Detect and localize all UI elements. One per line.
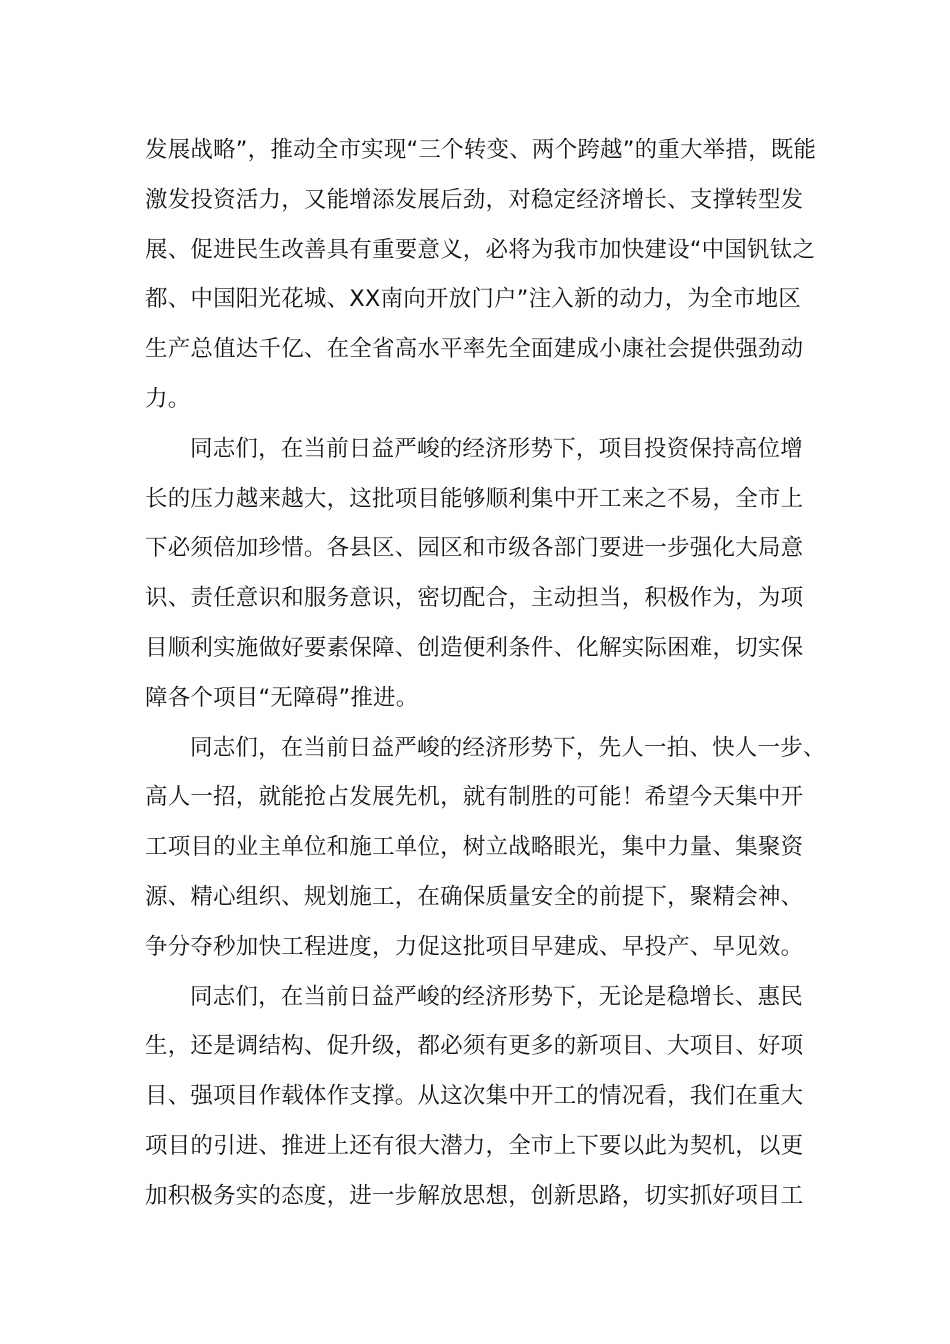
paragraph-3 [145, 724, 825, 973]
text-line: 长的压力越来越大，这批项目能够顺利集中开工来之不易，全市上 [145, 485, 804, 512]
text-line: 展、促进民生改善具有重要意义，必将为我市加快建设“中国钒钛之 [145, 236, 816, 263]
text-line: 生产总值达千亿、在全省高水平率先全面建成小康社会提供强劲动 [145, 336, 804, 363]
text-line: 激发投资活力，又能增添发展后劲，对稳定经济增长、支撑转型发 [145, 186, 804, 213]
text-line: 都、中国阳光花城、XX南向开放门户”注入新的动力，为全市地区 [145, 286, 801, 313]
document-body [145, 126, 825, 1222]
paragraph-2 [145, 425, 825, 724]
text-line: 源、精心组织、规划施工，在确保质量安全的前提下，聚精会神、 [145, 883, 804, 910]
text-line: 目顺利实施做好要素保障、创造便利条件、化解实际困难，切实保 [145, 634, 804, 661]
text-line: 争分夺秒加快工程进度，力促这批项目早建成、早投产、早见效。 [145, 933, 804, 960]
text-line: 工项目的业主单位和施工单位，树立战略眼光，集中力量、集聚资 [145, 834, 804, 861]
paragraph-1 [145, 126, 825, 425]
text-line: 下必须倍加珍惜。各县区、园区和市级各部门要进一步强化大局意 [145, 535, 804, 562]
text-line: 项目的引进、推进上还有很大潜力，全市上下要以此为契机，以更 [145, 1132, 804, 1159]
paragraph-4 [145, 973, 825, 1222]
text-line: 目、强项目作载体作支撑。从这次集中开工的情况看，我们在重大 [145, 1083, 804, 1110]
text-line: 障各个项目“无障碍”推进。 [145, 684, 419, 711]
text-line: 力。 [145, 385, 191, 412]
text-line: 加积极务实的态度，进一步解放思想，创新思路，切实抓好项目工 [145, 1182, 804, 1209]
text-line: 同志们，在当前日益严峻的经济形势下，无论是稳增长、惠民 [190, 983, 803, 1010]
text-line: 同志们，在当前日益严峻的经济形势下，先人一拍、快人一步、 [190, 734, 826, 761]
text-line: 同志们，在当前日益严峻的经济形势下，项目投资保持高位增 [190, 435, 803, 462]
text-line: 识、责任意识和服务意识，密切配合，主动担当，积极作为，为项 [145, 585, 804, 612]
text-line: 发展战略”，推动全市实现“三个转变、两个跨越”的重大举措，既能 [145, 137, 817, 163]
text-line: 高人一招，就能抢占发展先机，就有制胜的可能！希望今天集中开 [145, 784, 804, 811]
text-line: 生，还是调结构、促升级，都必须有更多的新项目、大项目、好项 [145, 1033, 804, 1060]
